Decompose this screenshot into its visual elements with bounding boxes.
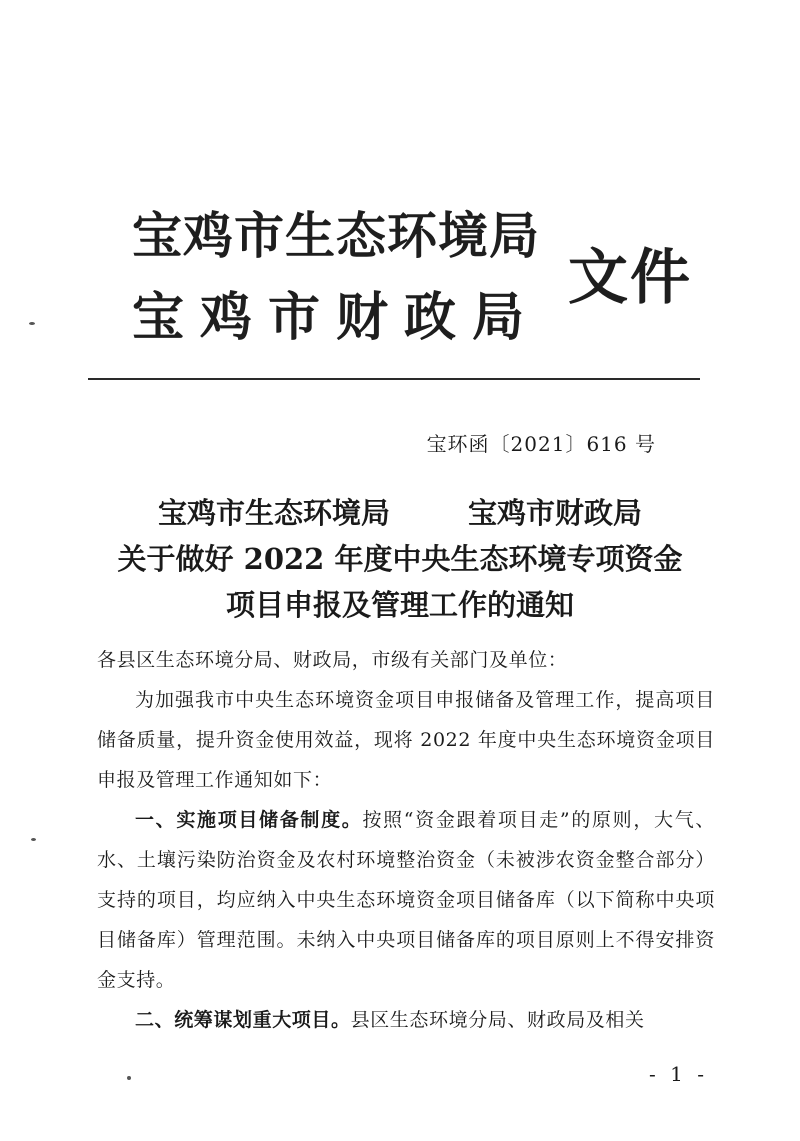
title-line-2: 关于做好 2022 年度中央生态环境专项资金 (117, 542, 683, 576)
salutation: 各县区生态环境分局、财政局，市级有关部门及单位： (97, 649, 568, 671)
document-type-label: 文件 (568, 243, 692, 313)
title-senders (80, 490, 720, 536)
section-2-paragraph (97, 1000, 715, 1040)
scan-speck (31, 838, 36, 841)
section-1-paragraph (97, 800, 715, 1000)
section-1-heading: 一、实施项目储备制度。 (135, 809, 363, 831)
title-sender-environment-bureau: 宝鸡市生态环境局 (157, 496, 390, 530)
header-separator-rule (88, 378, 700, 380)
scan-speck (127, 1076, 131, 1080)
issuer-name-environment-bureau: 宝鸡市生态环境局 (132, 207, 540, 265)
title-sender-finance-bureau: 宝鸡市财政局 (468, 496, 643, 530)
document-title (80, 490, 720, 628)
section-2-heading: 二、统筹谋划重大项目。 (135, 1009, 351, 1031)
document-number: 宝环函〔2021〕616 号 (426, 432, 656, 456)
section-2-text: 县区生态环境分局、财政局及相关 (350, 1009, 645, 1031)
title-line-3: 项目申报及管理工作的通知 (225, 588, 574, 622)
scan-speck (29, 322, 35, 325)
page-number: - 1 - (649, 1062, 708, 1086)
document-body (97, 640, 715, 1040)
section-1-text: 按照“资金跟着项目走”的原则，大气、水、土壤污染防治资金及农村环境整治资金（未被涉农资金整合部分）支持的项目，均应纳入中央生态环境资金项目储备库（以下简称中央项目储备库）管理范围。未纳入中央项目储备库的项目原则上不得安排资金支持。 (97, 809, 715, 991)
intro-paragraph: 为加强我市中央生态环境资金项目申报储备及管理工作，提高项目储备质量，提升资金使用效益，现将 2022 年度中央生态环境资金项目申报及管理工作通知如下： (97, 689, 715, 791)
issuer-name-finance-bureau: 宝鸡市财政局 (132, 288, 541, 348)
